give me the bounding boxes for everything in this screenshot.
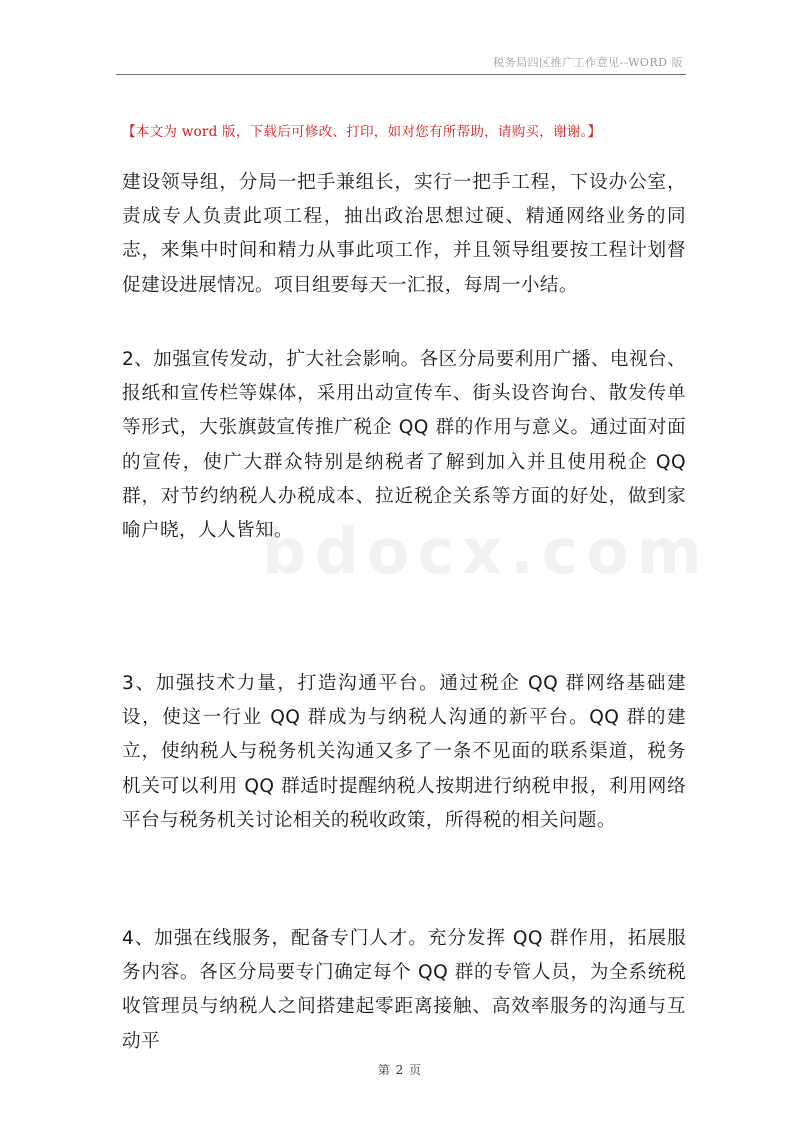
purchase-notice: 【本文为 word 版，下载后可修改、打印，如对您有所帮助，请购买，谢谢。】 <box>122 124 602 140</box>
body-paragraph-4: 4、加强在线服务，配备专门人才。充分发挥 QQ 群作用，拓展服务内容。各区分局要专门确定每个 QQ 群的专管人员，为全系统税收管理员与纳税人之间搭建起零距离接触、高效率服务的沟通与互动平 <box>122 928 686 1052</box>
header-divider <box>116 74 686 75</box>
document-header-title: 税务局四区推广工作意见--WORD 版 <box>493 56 683 69</box>
watermark: bdocx.com <box>262 515 710 588</box>
page-number: 第 2 页 <box>377 1063 423 1077</box>
body-paragraph-3: 3、加强技术力量，打造沟通平台。通过税企 QQ 群网络基础建设，使这一行业 QQ 群成为与纳税人沟通的新平台。QQ 群的建立，使纳税人与税务机关沟通又多了一条不见面的联系渠道，税务机关可以利用 QQ 群适时提醒纳税人按期进行纳税申报，利用网络平台与税务机关讨论相关的税收政策，所得税的相关问题。 <box>122 673 686 831</box>
body-paragraph-1: 建设领导组，分局一把手兼组长，实行一把手工程，下设办公室，责成专人负责此项工程，抽出政治思想过硬、精通网络业务的同志，来集中时间和精力从事此项工作，并且领导组要按工程计划督促建设进展情况。项目组要每天一汇报，每周一小结。 <box>122 172 686 296</box>
body-paragraph-2: 2、加强宣传发动，扩大社会影响。各区分局要利用广播、电视台、报纸和宣传栏等媒体，采用出动宣传车、街头设咨询台、散发传单等形式，大张旗鼓宣传推广税企 QQ 群的作用与意义。通过面对面的宣传，使广大群众特别是纳税者了解到加入并且使用税企 QQ 群，对节约纳税人办税成本、拉近税企关系等方面的好处，做到家喻户晓，人人皆知。 <box>122 349 686 542</box>
